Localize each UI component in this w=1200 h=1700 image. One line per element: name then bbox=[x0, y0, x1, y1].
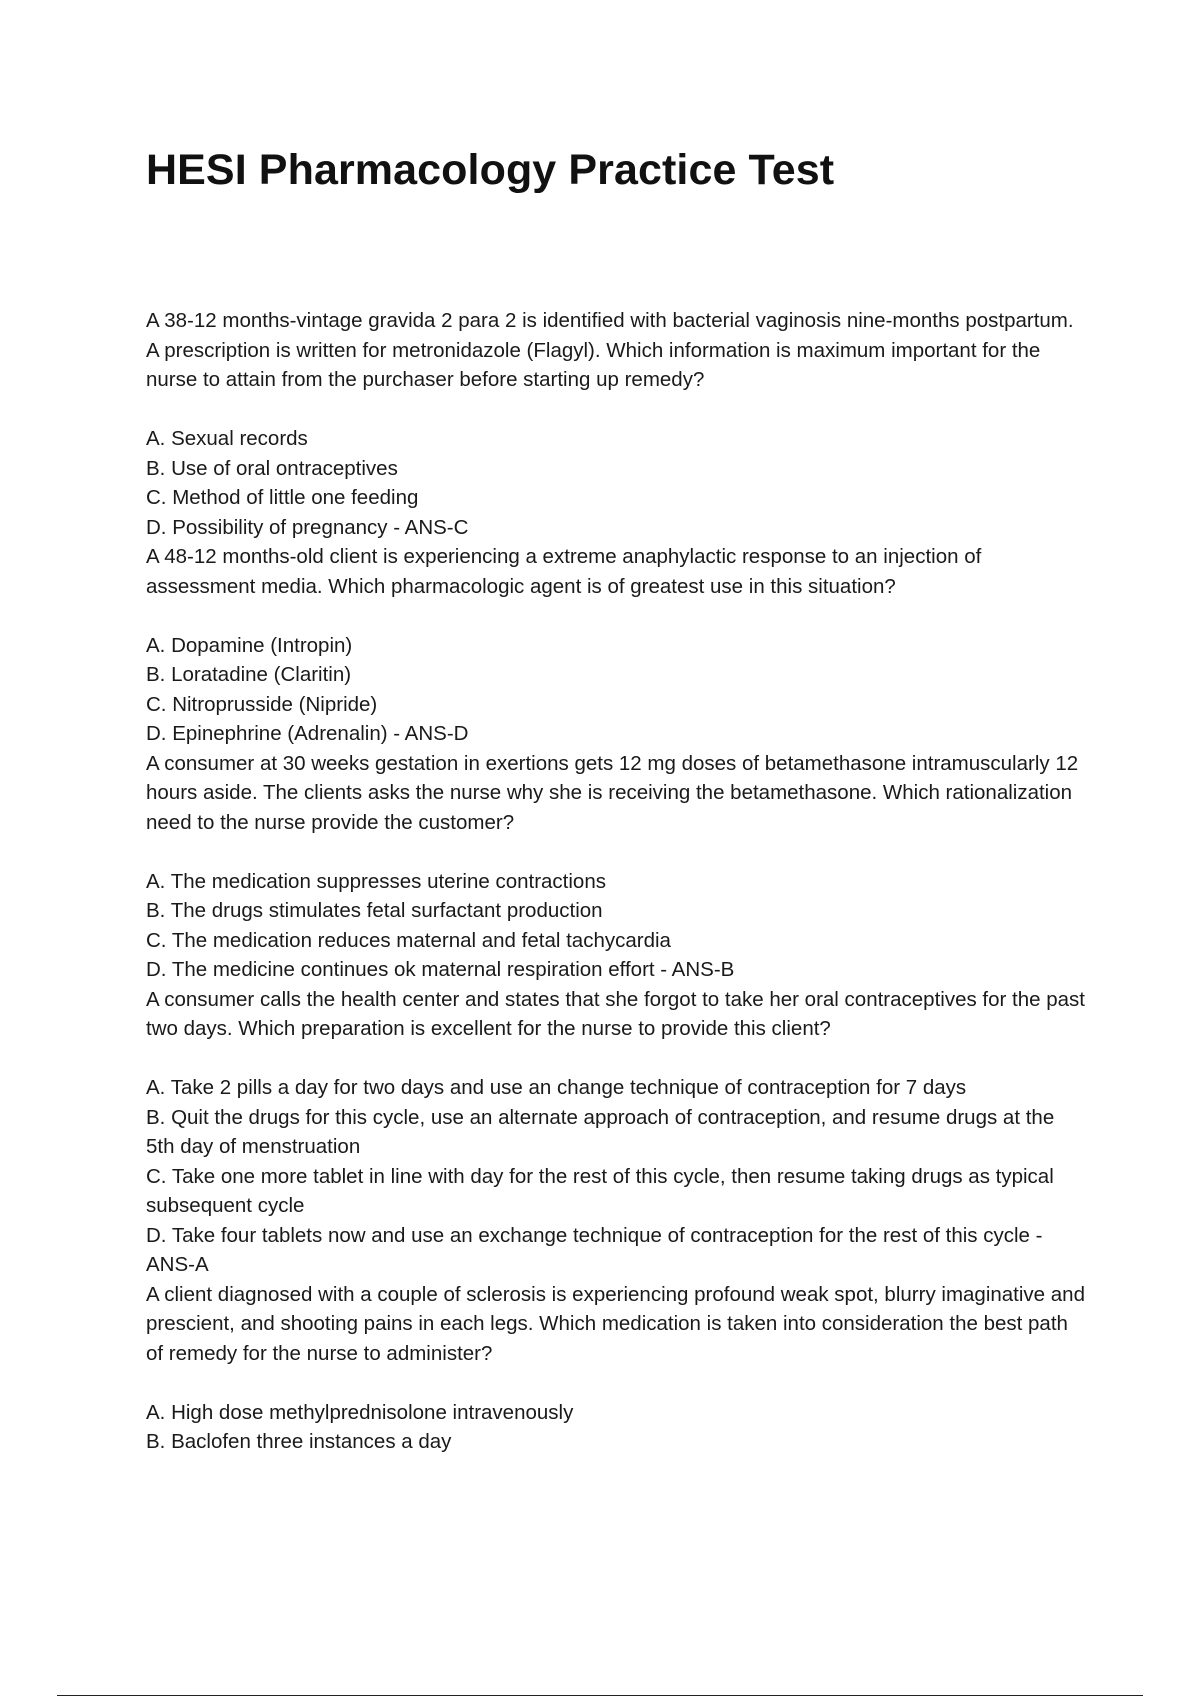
answer-options bbox=[146, 1398, 1086, 1457]
answer-option: B. Use of oral ontraceptives bbox=[146, 456, 398, 480]
question-text: A consumer calls the health center and states that she forgot to take her oral contraceptives for the past two days. Which preparation is excellent for the nurse to provide this client? bbox=[146, 987, 1085, 1040]
answer-option: C. Method of little one feeding bbox=[146, 486, 419, 509]
question-text: A 48-12 months-old client is experiencing a extreme anaphylactic response to an injection of assessment media. Which pharmacologic agent is of greatest use in this situation? bbox=[146, 545, 982, 598]
answer-option: C. Nitroprusside (Nipride) bbox=[146, 692, 378, 716]
question-block-4 bbox=[146, 985, 1086, 1280]
answer-option: A. High dose methylprednisolone intravenously bbox=[146, 1400, 574, 1424]
answer-option: D. Epinephrine (Adrenalin) - ANS-D bbox=[146, 722, 469, 745]
answer-options bbox=[146, 867, 1086, 985]
answer-option: D. Take four tablets now and use an exchange technique of contraception for the rest of this cycle - ANS-A bbox=[146, 1223, 1043, 1276]
answer-option: A. Take 2 pills a day for two days and use an change technique of contraception for 7 days bbox=[146, 1076, 967, 1099]
question-text: A client diagnosed with a couple of sclerosis is experiencing profound weak spot, blurry imaginative and prescient, and shooting pains in each legs. Which medication is taken into consideration the best path of remedy for the nurse to administer? bbox=[146, 1282, 1085, 1365]
question-block-3 bbox=[146, 749, 1086, 985]
answer-options bbox=[146, 631, 1086, 749]
question-list bbox=[146, 306, 1086, 1457]
answer-option: B. Baclofen three instances a day bbox=[146, 1430, 452, 1453]
answer-option: B. Quit the drugs for this cycle, use an alternate approach of contraception, and resume drugs at the 5th day of menstruation bbox=[146, 1105, 1055, 1158]
answer-option: A. Sexual records bbox=[146, 427, 308, 450]
page-title: HESI Pharmacology Practice Test bbox=[146, 146, 835, 194]
answer-option: D. The medicine continues ok maternal respiration effort - ANS-B bbox=[146, 958, 735, 981]
question-text: A 38-12 months-vintage gravida 2 para 2 is identified with bacterial vaginosis nine-months postpartum. A prescription is written for metronidazole (Flagyl). Which information is maximum important for the nurse to attain from the purchaser before starting up remedy? bbox=[146, 309, 1074, 391]
answer-option: A. The medication suppresses uterine contractions bbox=[146, 869, 606, 893]
answer-option: A. Dopamine (Intropin) bbox=[146, 633, 353, 657]
question-text: A consumer at 30 weeks gestation in exertions gets 12 mg doses of betamethasone intramuscularly 12 hours aside. The clients asks the nurse why she is receiving the betamethasone. Which rationalization need to the nurse provide the customer? bbox=[146, 751, 1079, 834]
answer-option: D. Possibility of pregnancy - ANS-C bbox=[146, 515, 469, 539]
answer-options bbox=[146, 1073, 1086, 1280]
answer-option: B. Loratadine (Claritin) bbox=[146, 663, 352, 686]
answer-options bbox=[146, 424, 1086, 542]
page-bottom-divider bbox=[57, 1695, 1143, 1696]
answer-option: C. Take one more tablet in line with day for the rest of this cycle, then resume taking drugs as typical subsequent cycle bbox=[146, 1164, 1054, 1217]
answer-option: C. The medication reduces maternal and fetal tachycardia bbox=[146, 928, 671, 952]
question-block-5 bbox=[146, 1280, 1086, 1457]
answer-option: B. The drugs stimulates fetal surfactant production bbox=[146, 899, 603, 922]
question-block-2 bbox=[146, 542, 1086, 749]
question-block-1 bbox=[146, 306, 1086, 542]
